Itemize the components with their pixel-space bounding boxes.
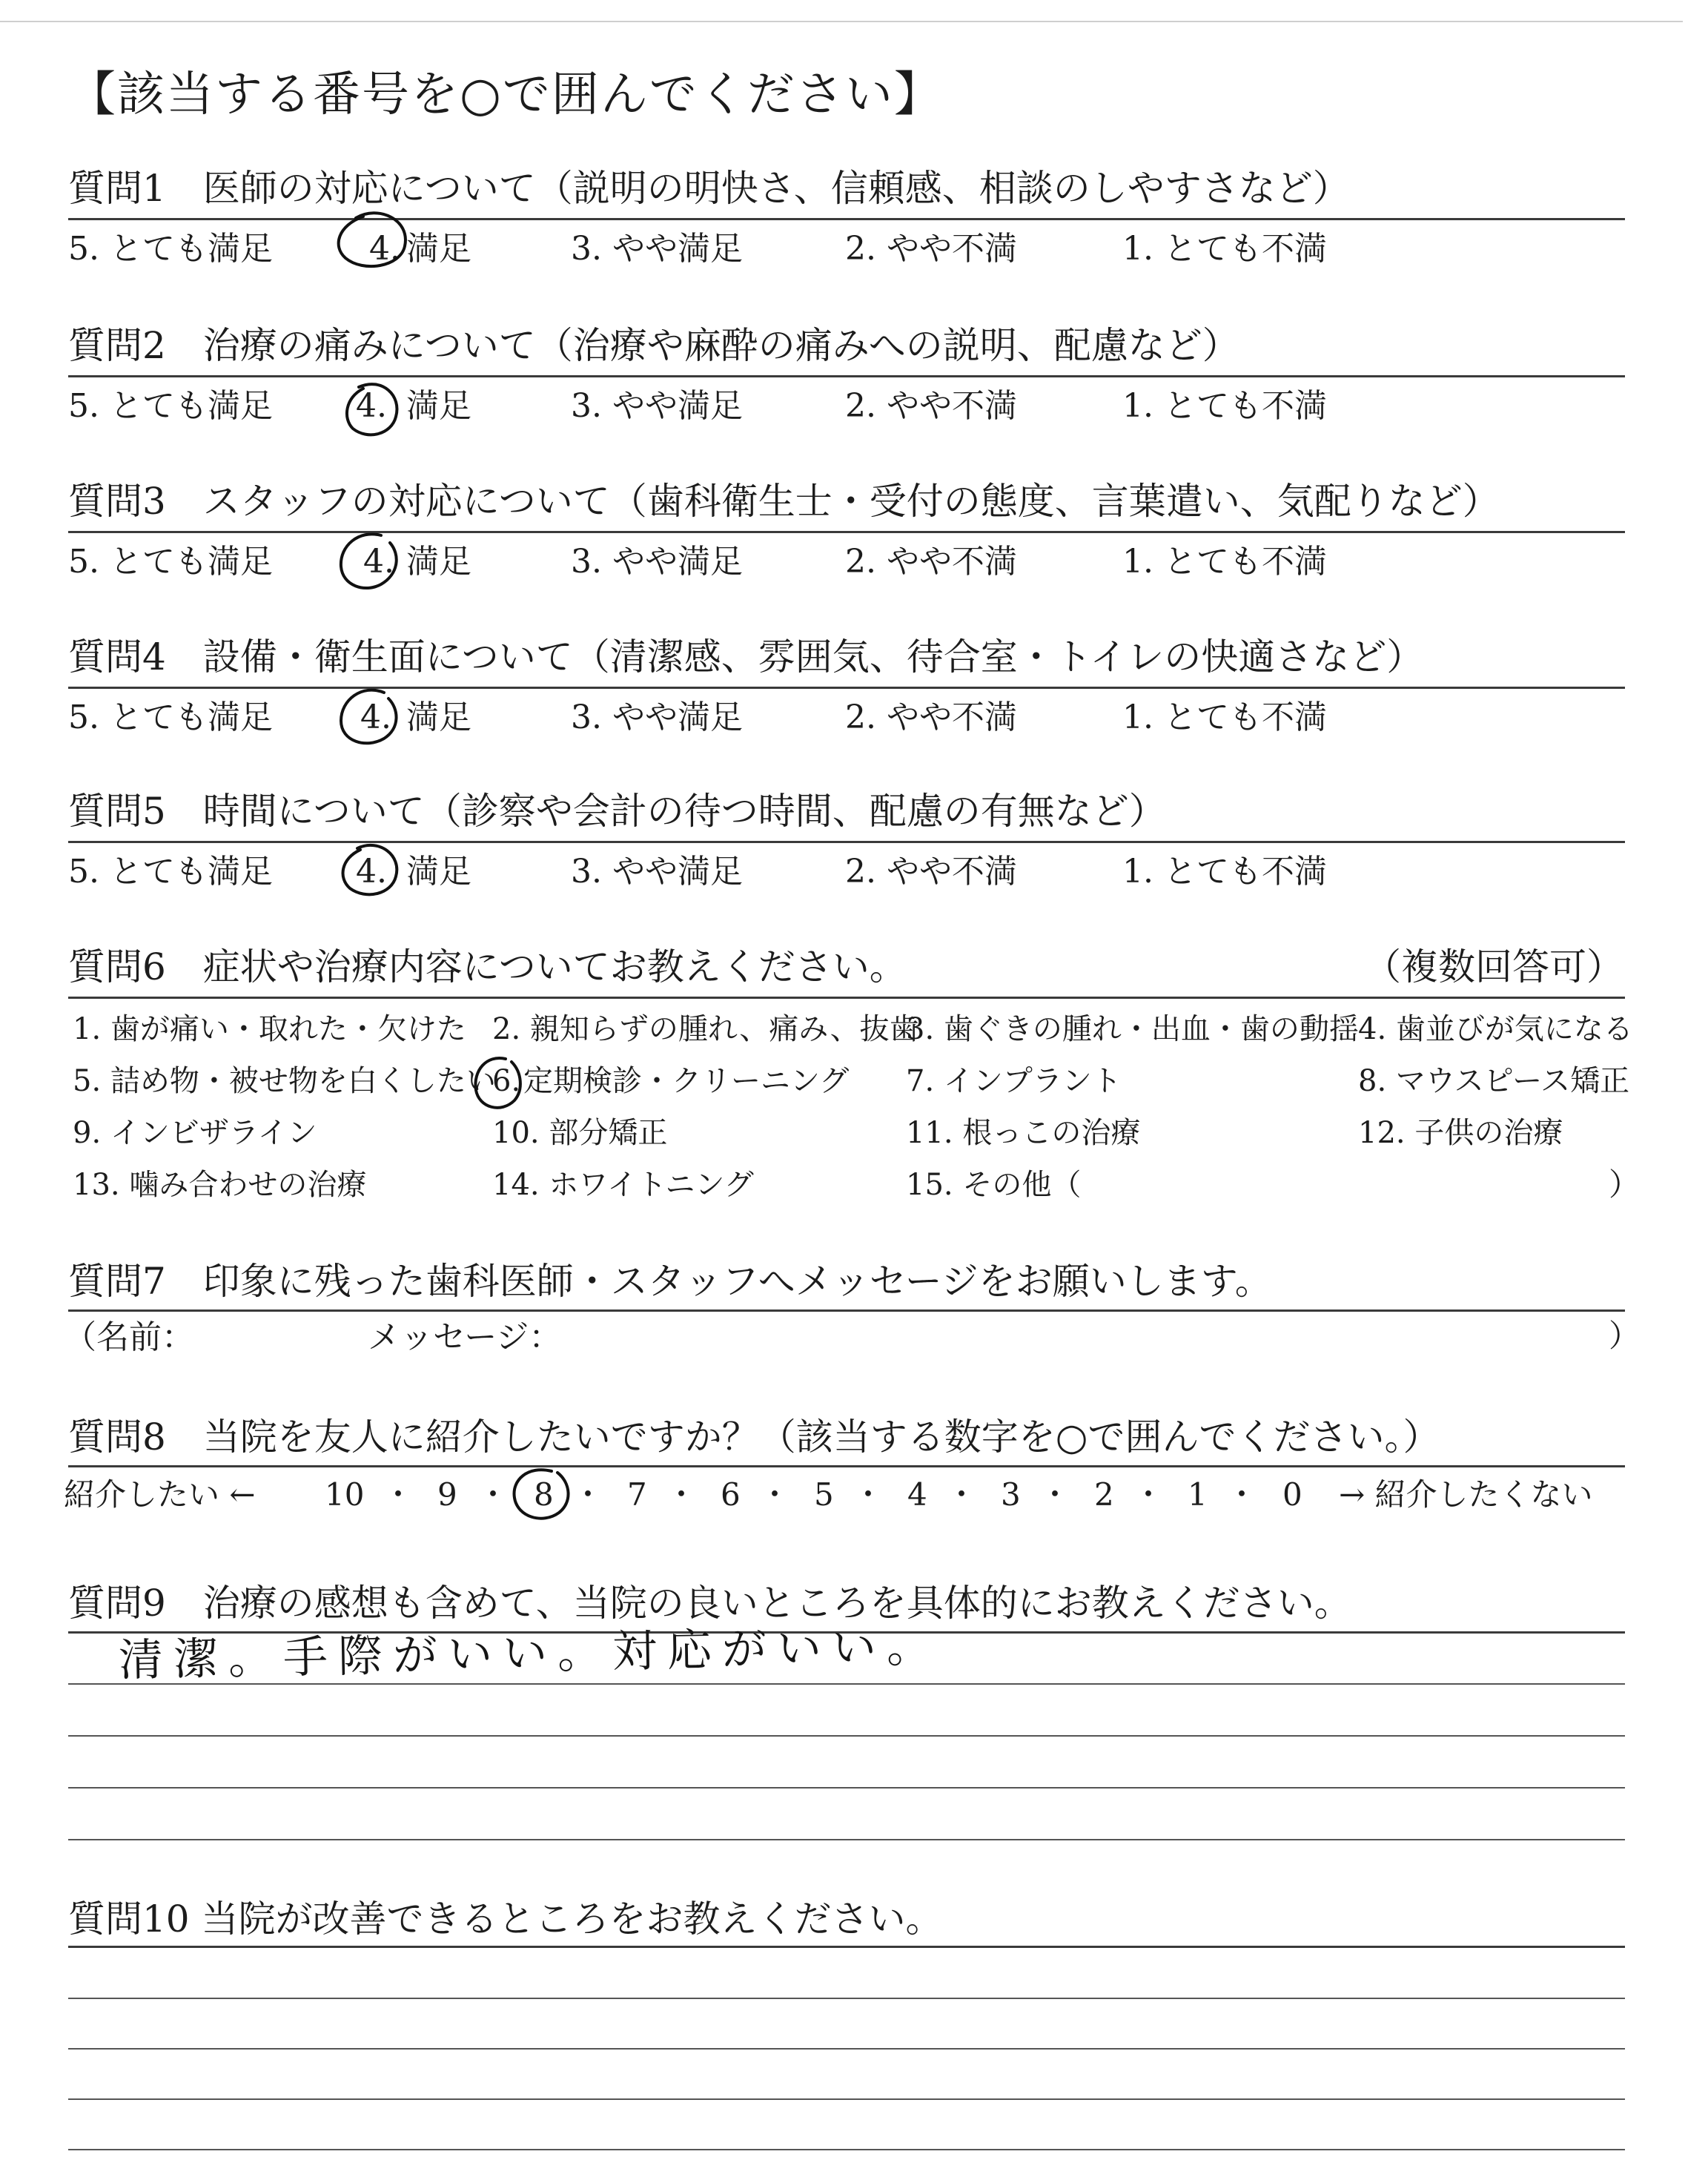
- question-8-rule: [68, 1465, 1625, 1467]
- q6-option-4[interactable]: 4. 歯並びが気になる: [1358, 1012, 1633, 1046]
- q6-option-3[interactable]: 3. 歯ぐきの腫れ・出血・歯の動揺: [906, 1012, 1359, 1046]
- q7-name-label: （名前：: [64, 1318, 194, 1356]
- q3-option-4-number[interactable]: 4.: [363, 543, 394, 581]
- q6-option-13[interactable]: 13. 噛み合わせの治療: [73, 1168, 367, 1202]
- q6-option-7[interactable]: 7. インプラント: [906, 1064, 1122, 1098]
- scan-edge-line: [0, 21, 1683, 22]
- q6-option-5[interactable]: 5. 詰め物・被せ物を白くしたい: [73, 1064, 496, 1098]
- question-5-rule: [68, 841, 1625, 843]
- question-6: 質問6 症状や治療内容についてお教えください。: [68, 945, 907, 988]
- q6-option-8[interactable]: 8. マウスピース矯正: [1358, 1064, 1630, 1098]
- q6-option-11[interactable]: 11. 根っこの治療: [906, 1116, 1141, 1150]
- q8-separator: ・: [666, 1476, 698, 1513]
- q7-message-label: メッセージ：: [368, 1318, 562, 1356]
- q4-option-3[interactable]: 3. やや満足: [571, 698, 743, 736]
- q2-option-2[interactable]: 2. やや不満: [845, 387, 1017, 425]
- question-4-rule: [68, 687, 1625, 689]
- q6-option-10[interactable]: 10. 部分矯正: [492, 1116, 668, 1150]
- q5-option-1[interactable]: 1. とても不満: [1122, 853, 1327, 891]
- question-4: 質問4 設備・衛生面について（清潔感、雰囲気、待合室・トイレの快適さなど）: [68, 635, 1424, 678]
- question-1-rule: [68, 218, 1625, 220]
- q9-handwritten-answer[interactable]: 清潔。手際がいい。対応がいい。: [118, 1620, 942, 1687]
- q5-option-3[interactable]: 3. やや満足: [571, 853, 743, 891]
- q4-selection-circle: [332, 685, 406, 753]
- q10-writing-line: [68, 2098, 1625, 2100]
- q6-other-close-paren: ）: [1609, 1166, 1641, 1203]
- q3-option-4-label[interactable]: 満足: [406, 543, 471, 581]
- q6-option-1[interactable]: 1. 歯が痛い・取れた・欠けた: [73, 1012, 466, 1046]
- q8-right-label: → 紹介したくない: [1339, 1476, 1593, 1513]
- q4-option-4-number[interactable]: 4.: [360, 698, 391, 736]
- q10-writing-line: [68, 2048, 1625, 2050]
- q3-selection-circle: [332, 529, 406, 598]
- q1-option-3[interactable]: 3. やや満足: [571, 230, 743, 268]
- question-3-rule: [68, 531, 1625, 533]
- q8-separator: ・: [383, 1476, 414, 1513]
- question-2: 質問2 治療の痛みについて（治療や麻酔の痛みへの説明、配慮など）: [68, 324, 1239, 367]
- q5-option-2[interactable]: 2. やや不満: [845, 853, 1017, 891]
- q6-option-15[interactable]: 15. その他（: [906, 1168, 1082, 1202]
- q2-option-1[interactable]: 1. とても不満: [1122, 387, 1327, 425]
- q3-option-1[interactable]: 1. とても不満: [1122, 543, 1327, 581]
- page-title: 【該当する番号を○で囲んでください】: [68, 67, 943, 122]
- question-6-note: （複数回答可）: [1364, 945, 1623, 988]
- question-10: 質問10 当院が改善できるところをお教えください。: [68, 1898, 943, 1941]
- question-7-rule: [68, 1309, 1625, 1312]
- q8-scale-7[interactable]: 7: [627, 1476, 647, 1513]
- q2-option-5[interactable]: 5. とても満足: [68, 387, 273, 425]
- q4-option-2[interactable]: 2. やや不満: [845, 698, 1017, 736]
- q8-scale-9[interactable]: 9: [437, 1476, 457, 1513]
- question-1: 質問1 医師の対応について（説明の明快さ、信頼感、相談のしやすさなど）: [68, 167, 1350, 210]
- q10-writing-line: [68, 2149, 1625, 2150]
- q8-scale-6[interactable]: 6: [721, 1476, 741, 1513]
- q1-option-4-label[interactable]: 満足: [406, 230, 471, 268]
- question-8: 質問8 当院を友人に紹介したいですか？（該当する数字を○で囲んでください。）: [68, 1416, 1440, 1459]
- q8-separator: ・: [572, 1476, 604, 1513]
- q8-scale-10[interactable]: 10: [325, 1476, 365, 1513]
- q8-scale-8[interactable]: 8: [534, 1476, 554, 1513]
- q1-selection-circle: [334, 209, 415, 277]
- question-3: 質問3 スタッフの対応について（歯科衛生士・受付の態度、言葉遣い、気配りなど）: [68, 480, 1500, 523]
- question-10-rule: [68, 1946, 1625, 1948]
- q6-option-6-label[interactable]: 定期検診・クリーニング: [523, 1064, 850, 1098]
- q8-scale-3[interactable]: 3: [1001, 1476, 1021, 1513]
- q2-option-4-label[interactable]: 満足: [406, 387, 471, 425]
- q9-writing-line: [68, 1839, 1625, 1840]
- q8-separator: ・: [946, 1476, 978, 1513]
- q5-selection-circle: [337, 841, 408, 908]
- q3-option-5[interactable]: 5. とても満足: [68, 543, 273, 581]
- q6-selection-circle: [469, 1053, 528, 1117]
- q4-option-4-label[interactable]: 満足: [406, 698, 471, 736]
- q3-option-3[interactable]: 3. やや満足: [571, 543, 743, 581]
- q8-scale-0[interactable]: 0: [1282, 1476, 1302, 1513]
- q8-separator: ・: [1039, 1476, 1071, 1513]
- q8-separator: ・: [1133, 1476, 1165, 1513]
- question-5: 質問5 時間について（診察や会計の待つ時間、配慮の有無など）: [68, 790, 1166, 833]
- q8-scale-2[interactable]: 2: [1094, 1476, 1114, 1513]
- question-9: 質問9 治療の感想も含めて、当院の良いところを具体的にお教えください。: [68, 1582, 1351, 1625]
- q6-option-6-number[interactable]: 6.: [492, 1064, 521, 1098]
- q6-option-12[interactable]: 12. 子供の治療: [1358, 1116, 1563, 1150]
- q3-option-2[interactable]: 2. やや不満: [845, 543, 1017, 581]
- q8-left-label: 紹介したい ←: [64, 1476, 256, 1513]
- q2-option-3[interactable]: 3. やや満足: [571, 387, 743, 425]
- q8-separator: ・: [477, 1476, 509, 1513]
- q8-scale-1[interactable]: 1: [1188, 1476, 1208, 1513]
- q4-option-1[interactable]: 1. とても不満: [1122, 698, 1327, 736]
- q4-option-5[interactable]: 5. とても満足: [68, 698, 273, 736]
- q8-scale-5[interactable]: 5: [814, 1476, 834, 1513]
- question-6-rule: [68, 997, 1625, 999]
- q1-option-1[interactable]: 1. とても不満: [1122, 230, 1327, 268]
- q9-writing-line: [68, 1683, 1625, 1685]
- q2-option-4-number[interactable]: 4.: [356, 387, 387, 425]
- q9-writing-line: [68, 1735, 1625, 1737]
- q1-option-4-number[interactable]: 4.: [369, 230, 400, 268]
- q1-option-5[interactable]: 5. とても満足: [68, 230, 273, 268]
- q9-writing-line: [68, 1787, 1625, 1789]
- q7-close-paren: ）: [1609, 1318, 1641, 1354]
- q2-selection-circle: [341, 380, 408, 446]
- q8-separator: ・: [853, 1476, 884, 1513]
- question-7: 質問7 印象に残った歯科医師・スタッフへメッセージをお願いします。: [68, 1260, 1272, 1303]
- q1-option-2[interactable]: 2. やや不満: [845, 230, 1017, 268]
- q6-option-14[interactable]: 14. ホワイトニング: [492, 1168, 754, 1202]
- q5-option-4-number[interactable]: 4.: [356, 853, 387, 891]
- q5-option-5[interactable]: 5. とても満足: [68, 853, 273, 891]
- q8-selection-circle: [506, 1465, 577, 1527]
- q6-option-9[interactable]: 9. インビザライン: [73, 1116, 317, 1150]
- q6-option-2[interactable]: 2. 親知らずの腫れ、痛み、抜歯: [492, 1012, 919, 1046]
- q8-separator: ・: [759, 1476, 791, 1513]
- q8-separator: ・: [1226, 1476, 1258, 1513]
- q10-writing-line: [68, 1998, 1625, 1999]
- q8-scale-4[interactable]: 4: [907, 1476, 927, 1513]
- question-2-rule: [68, 375, 1625, 377]
- q5-option-4-label[interactable]: 満足: [406, 853, 471, 891]
